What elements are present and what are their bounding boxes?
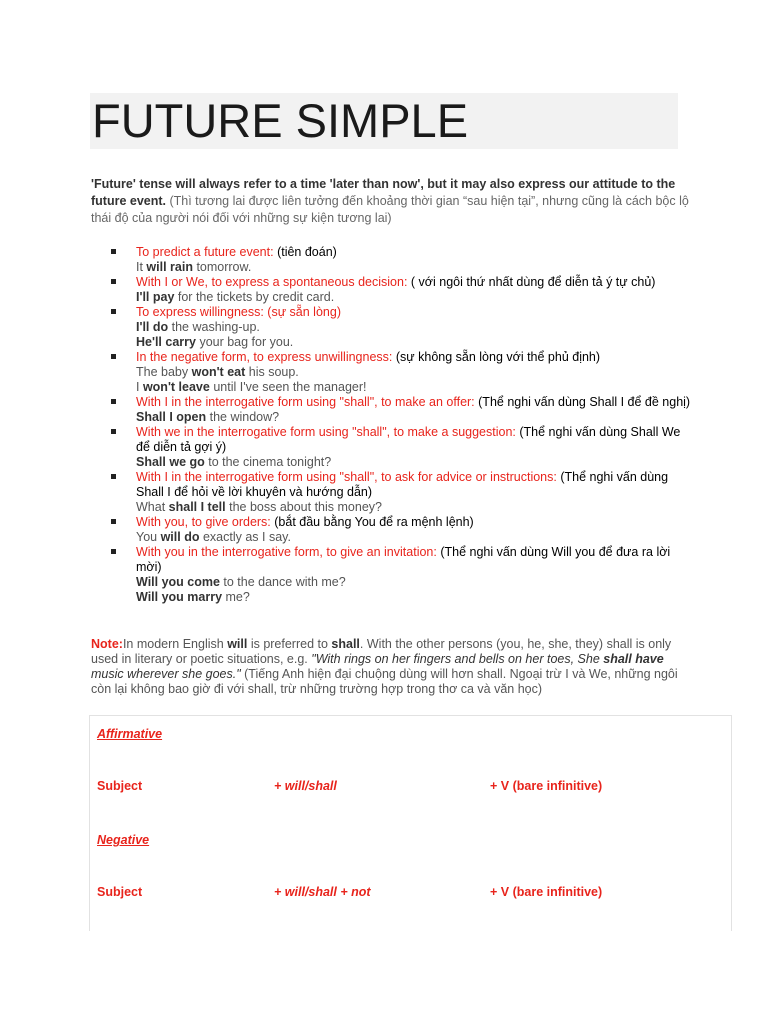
intro-paragraph xyxy=(91,176,691,227)
example-bold: will rain xyxy=(146,260,193,274)
example-bold: Shall we go xyxy=(136,455,205,469)
square-bullet-icon xyxy=(111,399,116,404)
usage-rule: To predict a future event: xyxy=(136,245,274,259)
example-pre: I xyxy=(136,380,143,394)
page-title: FUTURE SIMPLE xyxy=(92,94,469,147)
example-post: your bag for you. xyxy=(195,335,294,349)
example-sentence xyxy=(136,530,691,545)
example-post: to the dance with me? xyxy=(219,575,346,589)
square-bullet-icon xyxy=(111,429,116,434)
usage-rule: With I or We, to express a spontaneous decision: xyxy=(136,275,408,289)
usage-translation: (Thể nghi vấn dùng Shall I để hỏi về lời khuyên và hướng dẫn) xyxy=(136,470,669,499)
note-bold-will: will xyxy=(227,637,248,651)
negative-auxiliary: + will/shall + not xyxy=(274,885,371,899)
square-bullet-icon xyxy=(111,249,116,254)
example-sentence xyxy=(136,260,691,275)
example-bold: Will you marry xyxy=(136,590,223,604)
example-post: the window? xyxy=(206,410,280,424)
affirmative-subject: Subject xyxy=(97,779,143,793)
example-sentence xyxy=(136,410,691,425)
affirmative-auxiliary: + will/shall xyxy=(274,779,337,793)
negative-verb: + V (bare infinitive) xyxy=(490,885,603,899)
structure-table xyxy=(89,715,732,931)
note-paragraph xyxy=(91,637,691,697)
negative-subject: Subject xyxy=(97,885,143,899)
note-bold-shall: shall xyxy=(331,637,360,651)
usage-item xyxy=(91,350,691,395)
note-quote-bold: shall have xyxy=(603,652,664,666)
example-post: until I've seen the manager! xyxy=(209,380,367,394)
example-post: me? xyxy=(222,590,250,604)
note-label: Note: xyxy=(91,637,123,651)
intro-translation: (Thì tương lai được liên tưởng đến khoảng thời gian “sau hiện tại”, nhưng cũng là cách bộc lộ thái độ của người nói đối với những sự kiện tương lai) xyxy=(91,194,689,225)
usage-translation: (sự không sẵn lòng với thể phủ định) xyxy=(392,350,601,364)
example-post: for the tickets by credit card. xyxy=(174,290,335,304)
usage-item xyxy=(91,470,691,515)
usage-rule: With you in the interrogative form, to give an invitation: xyxy=(136,545,437,559)
note-translation: (Tiếng Anh hiện đại chuộng dùng will hơn shall. Ngoại trừ I và We, những ngôi còn lại không bao giờ đi với shall, trừ những trường hợp trong thơ ca và văn học) xyxy=(91,667,678,696)
example-post: the washing-up. xyxy=(168,320,260,334)
square-bullet-icon xyxy=(111,354,116,359)
example-bold: won't eat xyxy=(191,365,246,379)
usage-item xyxy=(91,245,691,275)
usage-translation: ( với ngôi thứ nhất dùng để diễn tả ý tự chủ) xyxy=(407,275,656,289)
usage-rule: With we in the interrogative form using "shall", to make a suggestion: xyxy=(136,425,516,439)
example-bold: won't leave xyxy=(142,380,210,394)
usage-item xyxy=(91,545,691,605)
example-bold: I'll do xyxy=(136,320,169,334)
usage-rule: With you, to give orders: xyxy=(136,515,271,529)
example-post: the boss about this money? xyxy=(225,500,382,514)
title-banner xyxy=(90,93,678,149)
note-quote: music wherever she goes." xyxy=(91,667,241,681)
negative-heading: Negative xyxy=(97,833,150,847)
example-pre: What xyxy=(136,500,169,514)
square-bullet-icon xyxy=(111,474,116,479)
example-bold: Shall I open xyxy=(136,410,207,424)
example-sentence xyxy=(136,380,691,395)
affirmative-heading: Affirmative xyxy=(97,727,163,741)
example-post: his soup. xyxy=(245,365,299,379)
usage-list xyxy=(91,245,691,605)
square-bullet-icon xyxy=(111,279,116,284)
intro-bold-text: 'Future' tense will always refer to a time 'later than now', but it may also express our attitude to the future event. xyxy=(91,177,676,208)
square-bullet-icon xyxy=(111,309,116,314)
usage-translation: (Thể nghi vấn dùng Shall We để diễn tả gợi ý) xyxy=(136,425,681,454)
note-text: . With the other persons (you, he, she, they) shall is only used in literary or poetic situations, e.g. xyxy=(91,637,672,666)
usage-translation: (Thể nghi vấn dùng Shall I để đề nghị) xyxy=(474,395,691,409)
usage-rule: In the negative form, to express unwillingness: xyxy=(136,350,393,364)
usage-rule: With I in the interrogative form using "shall", to make an offer: xyxy=(136,395,475,409)
usage-item xyxy=(91,425,691,470)
square-bullet-icon xyxy=(111,519,116,524)
example-sentence xyxy=(136,290,691,305)
example-sentence xyxy=(136,320,691,335)
usage-item xyxy=(91,395,691,425)
example-bold: He'll carry xyxy=(136,335,196,349)
usage-item xyxy=(91,515,691,545)
example-post: to the cinema tonight? xyxy=(204,455,332,469)
example-pre: The baby xyxy=(136,365,192,379)
example-bold: shall I tell xyxy=(168,500,226,514)
affirmative-verb: + V (bare infinitive) xyxy=(490,779,603,793)
usage-rule: With I in the interrogative form using "shall", to ask for advice or instructions: xyxy=(136,470,557,484)
example-bold: will do xyxy=(160,530,200,544)
square-bullet-icon xyxy=(111,549,116,554)
usage-item xyxy=(91,275,691,305)
example-sentence xyxy=(136,500,691,515)
example-post: tomorrow. xyxy=(192,260,252,274)
example-sentence xyxy=(136,575,691,590)
example-sentence xyxy=(136,455,691,470)
example-sentence xyxy=(136,335,691,350)
note-text: In modern English xyxy=(122,637,228,651)
usage-translation: (tiên đoán) xyxy=(273,245,337,259)
example-pre: It xyxy=(136,260,147,274)
example-bold: Will you come xyxy=(136,575,220,589)
example-pre: You xyxy=(136,530,161,544)
example-sentence xyxy=(136,590,691,605)
note-quote: "With rings on her fingers and bells on her toes, She xyxy=(311,652,604,666)
example-sentence xyxy=(136,365,691,380)
example-post: exactly as I say. xyxy=(199,530,291,544)
example-bold: I'll pay xyxy=(136,290,175,304)
usage-rule: To express willingness: (sự sẵn lòng) xyxy=(136,305,341,319)
usage-translation: (bắt đầu bằng You để ra mệnh lệnh) xyxy=(270,515,474,529)
usage-translation: (Thể nghi vấn dùng Will you để đưa ra lời mời) xyxy=(136,545,671,574)
usage-item xyxy=(91,305,691,350)
note-text: is preferred to xyxy=(247,637,332,651)
